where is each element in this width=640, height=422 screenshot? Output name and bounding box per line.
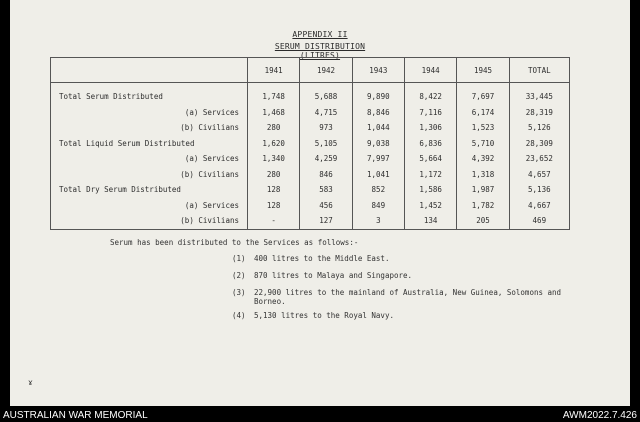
- header-1941: 1941: [248, 58, 300, 83]
- cell-1943: 849: [352, 198, 404, 214]
- cell-1941: -: [248, 213, 300, 229]
- table-row: [51, 167, 570, 183]
- cell-total: 5,136: [509, 182, 569, 198]
- cell-1941: 1,468: [248, 105, 300, 121]
- cell-1942: 127: [300, 213, 352, 229]
- row-label: Total Dry Serum Distributed: [51, 182, 248, 198]
- cell-1945: 1,318: [457, 167, 509, 183]
- note-text: 400 litres to the Middle East.: [254, 254, 390, 263]
- note-text: 5,130 litres to the Royal Navy.: [254, 311, 394, 320]
- row-label: (a) Services: [51, 151, 248, 167]
- cell-total: 23,652: [509, 151, 569, 167]
- cell-1945: 1,523: [457, 120, 509, 136]
- serum-distribution-table: [50, 57, 570, 230]
- cell-1944: 6,836: [404, 136, 456, 152]
- cell-1942: 4,259: [300, 151, 352, 167]
- cell-1943: 7,997: [352, 151, 404, 167]
- cell-1943: 8,846: [352, 105, 404, 121]
- table-row: [51, 105, 570, 121]
- row-label: (b) Civilians: [51, 213, 248, 229]
- cell-1944: 134: [404, 213, 456, 229]
- cell-1945: 1,987: [457, 182, 509, 198]
- cell-1945: 1,782: [457, 198, 509, 214]
- stray-pencil-mark: ɤ: [28, 378, 33, 387]
- table-row: [51, 83, 570, 105]
- table-header-row: [51, 58, 570, 83]
- cell-1945: 4,392: [457, 151, 509, 167]
- document-subtitle: SERUM DISTRIBUTION (LITRES): [274, 42, 366, 60]
- cell-1943: 3: [352, 213, 404, 229]
- cell-1943: 9,038: [352, 136, 404, 152]
- header-1942: 1942: [300, 58, 352, 83]
- row-label: (b) Civilians: [51, 120, 248, 136]
- note-item: [232, 271, 582, 280]
- note-number: (2): [232, 271, 246, 280]
- cell-1943: 852: [352, 182, 404, 198]
- cell-1944: 5,664: [404, 151, 456, 167]
- cell-1944: 8,422: [404, 83, 456, 105]
- note-number: (4): [232, 311, 246, 320]
- header-total: TOTAL: [509, 58, 569, 83]
- row-label: (b) Civilians: [51, 167, 248, 183]
- table-row: [51, 213, 570, 229]
- table-row: [51, 151, 570, 167]
- footer-institution: AUSTRALIAN WAR MEMORIAL: [3, 410, 148, 421]
- row-label: (a) Services: [51, 198, 248, 214]
- cell-1945: 7,697: [457, 83, 509, 105]
- cell-1943: 9,890: [352, 83, 404, 105]
- cell-1945: 5,710: [457, 136, 509, 152]
- cell-1944: 1,172: [404, 167, 456, 183]
- header-label-cell: [51, 58, 248, 83]
- cell-1941: 280: [248, 167, 300, 183]
- cell-1943: 1,041: [352, 167, 404, 183]
- cell-1944: 7,116: [404, 105, 456, 121]
- cell-total: 4,657: [509, 167, 569, 183]
- cell-1942: 973: [300, 120, 352, 136]
- cell-total: 28,319: [509, 105, 569, 121]
- footer-accession-number: AWM2022.7.426: [562, 410, 637, 421]
- table-row: [51, 136, 570, 152]
- header-1945: 1945: [457, 58, 509, 83]
- note-number: (1): [232, 254, 246, 263]
- document-title: APPENDIX II: [292, 30, 348, 39]
- cell-1942: 583: [300, 182, 352, 198]
- header-1944: 1944: [404, 58, 456, 83]
- cell-1944: 1,306: [404, 120, 456, 136]
- cell-total: 33,445: [509, 83, 569, 105]
- cell-total: 5,126: [509, 120, 569, 136]
- cell-1942: 846: [300, 167, 352, 183]
- cell-1941: 128: [248, 198, 300, 214]
- notes-intro: Serum has been distributed to the Services as follows:-: [110, 238, 359, 247]
- note-item: [232, 311, 582, 320]
- cell-1941: 1,748: [248, 83, 300, 105]
- note-item: [232, 288, 582, 306]
- cell-1941: 280: [248, 120, 300, 136]
- cell-1941: 1,340: [248, 151, 300, 167]
- cell-1942: 5,105: [300, 136, 352, 152]
- cell-1941: 128: [248, 182, 300, 198]
- cell-1942: 5,688: [300, 83, 352, 105]
- row-label: (a) Services: [51, 105, 248, 121]
- table-row: [51, 120, 570, 136]
- cell-total: 4,667: [509, 198, 569, 214]
- table-row: [51, 182, 570, 198]
- cell-1945: 205: [457, 213, 509, 229]
- note-text-continued: Borneo.: [254, 297, 286, 306]
- cell-1944: 1,452: [404, 198, 456, 214]
- note-text: 870 litres to Malaya and Singapore.: [254, 271, 413, 280]
- row-label: Total Liquid Serum Distributed: [51, 136, 248, 152]
- cell-1944: 1,586: [404, 182, 456, 198]
- note-number: (3): [232, 288, 246, 297]
- header-1943: 1943: [352, 58, 404, 83]
- row-label: Total Serum Distributed: [51, 83, 248, 105]
- cell-1942: 4,715: [300, 105, 352, 121]
- cell-1941: 1,620: [248, 136, 300, 152]
- cell-1945: 6,174: [457, 105, 509, 121]
- table-row: [51, 198, 570, 214]
- note-item: [232, 254, 582, 263]
- note-text: 22,900 litres to the mainland of Australia, New Guinea, Solomons and: [254, 288, 562, 297]
- cell-1942: 456: [300, 198, 352, 214]
- cell-total: 28,309: [509, 136, 569, 152]
- cell-total: 469: [509, 213, 569, 229]
- document-page: [10, 0, 630, 406]
- cell-1943: 1,044: [352, 120, 404, 136]
